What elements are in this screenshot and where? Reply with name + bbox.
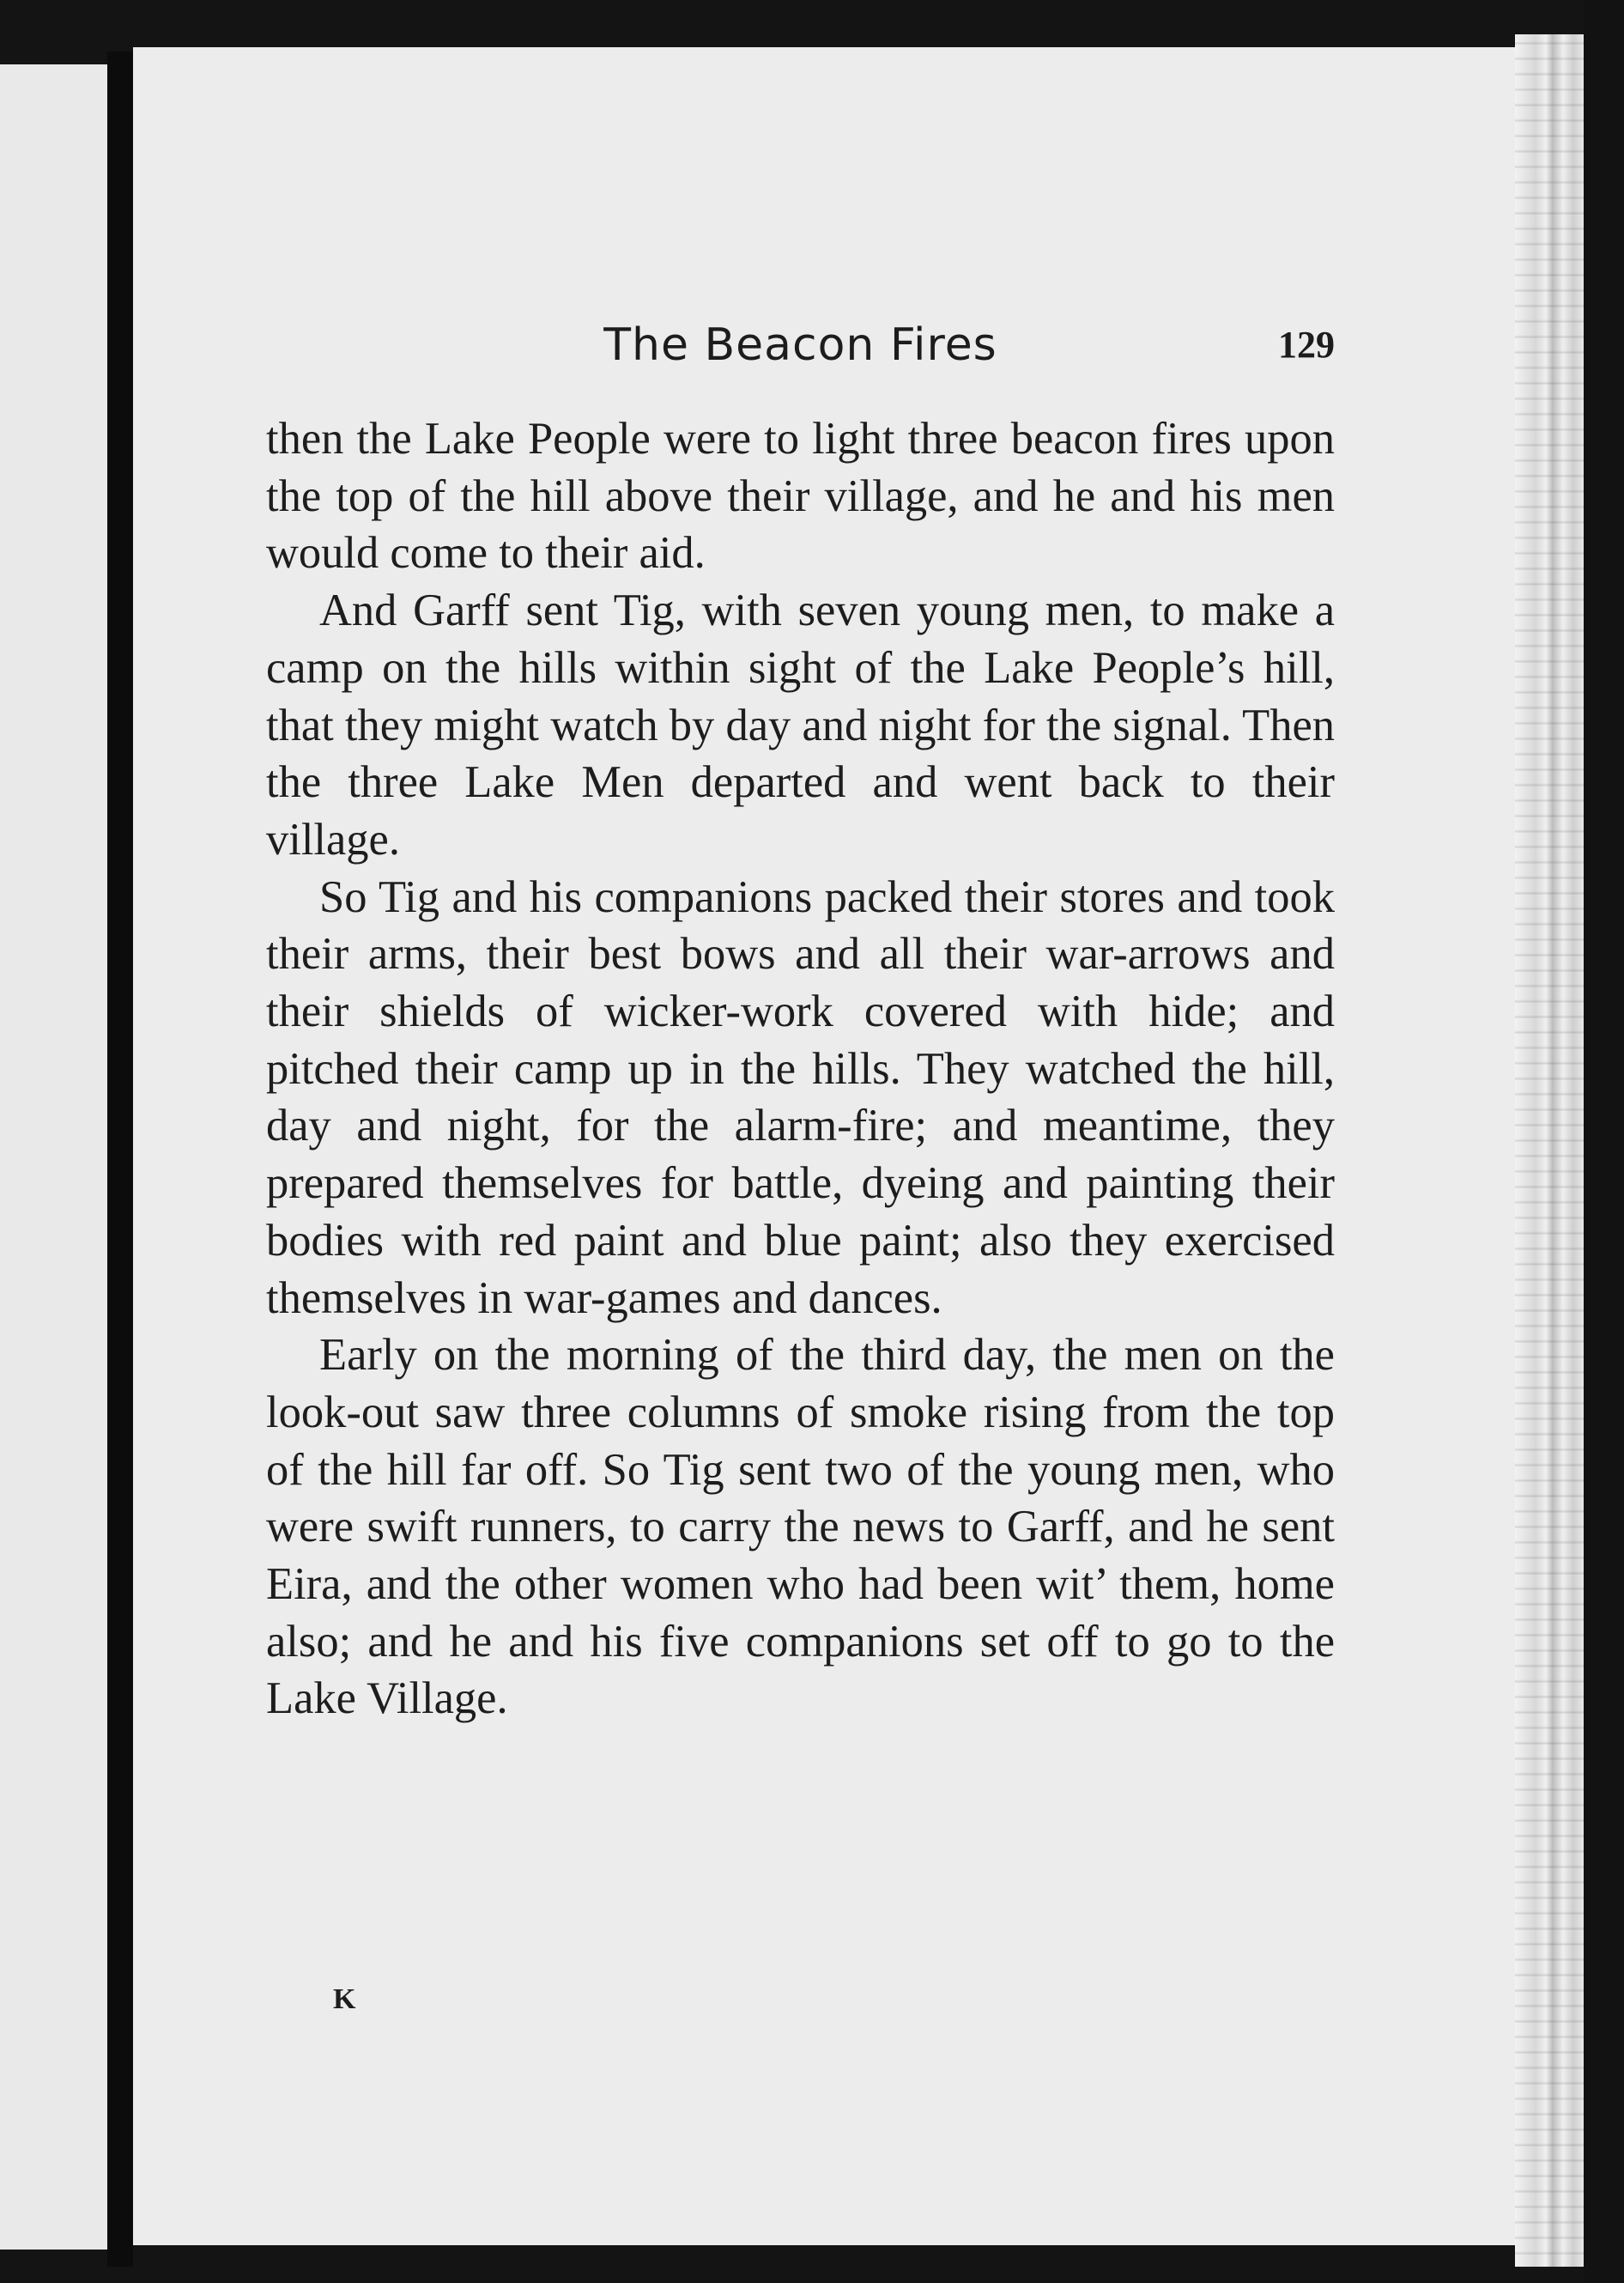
signature-mark: K [333,1983,356,2015]
paragraph: So Tig and his companions packed their stores and took their arms, their best bows and all their war-arrows and their shields of wicker-work covered with hide; and pitched their camp up in the hills. They watched the hill, day and night, for the alarm-fire; and meantime, they prepared themselves for battle, dyeing and painting their bodies with red paint and blue paint; also they exercised themselves in war-games and dances. [266,871,1335,1323]
page-number: 129 [1278,324,1335,366]
page-stack-edge [1515,34,1584,2267]
paragraph: Early on the morning of the third day, the men on the look-out saw three columns of smoke rising from the top of the hill far off. So Tig sent two of the young men, who were swift runners, to carry the news to Garff, and he sent Eira, and the other women who had been wit’ them, home also; and he and his five companions set off to go to the Lake Village. [266,1330,1335,1724]
book-gutter [107,52,133,2267]
paragraph-continuation: then the Lake People were to light three beacon fires upon the top of the hill above their village, and he and his men would come to their aid. [266,414,1335,579]
page-header [266,319,1335,379]
facing-page-edge [0,64,107,2250]
running-title: The Beacon Fires [603,319,997,371]
scan-background [1584,0,1624,2283]
body-text [266,410,1335,1727]
paragraph: And Garff sent Tig, with seven young men, to make a camp on the hills within sight of the Lake People’s hill, that they might watch by day and night for the signal. Then the three Lake Men departed and went back to their village. [266,586,1335,865]
